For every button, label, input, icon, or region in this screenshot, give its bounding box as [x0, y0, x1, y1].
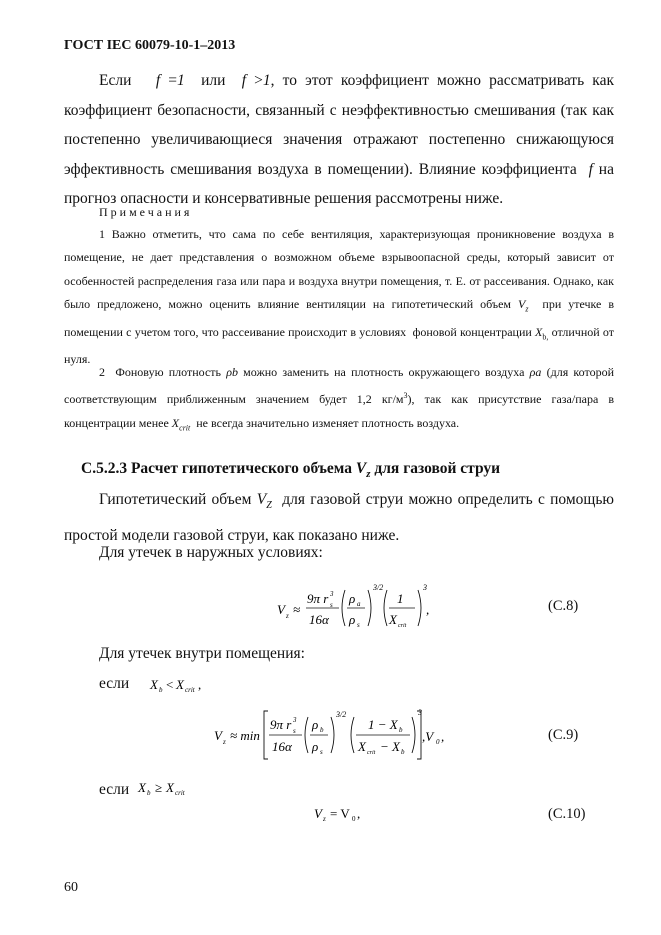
section-paragraph: Гипотетический объем $V_Z$ для газовой струи можно определить с помощью простой модели газовой струи, как показано ниже. — [64, 491, 614, 544]
page-number: 60 — [64, 880, 78, 895]
svg-text:0: 0 — [436, 738, 440, 746]
svg-text:crit: crit — [185, 686, 195, 694]
svg-text:,: , — [441, 729, 445, 744]
svg-text:ρ: ρ — [349, 612, 356, 627]
svg-text:− X: − X — [380, 739, 400, 754]
svg-text:3/2: 3/2 — [373, 583, 384, 592]
svg-text:,: , — [198, 677, 202, 692]
equation-c8-number: (С.8) — [548, 598, 579, 614]
equation-c10-number: (С.10) — [548, 806, 586, 822]
svg-text:X: X — [166, 780, 174, 795]
svg-text:X: X — [150, 677, 158, 692]
notes-label: Примечания — [99, 205, 193, 219]
svg-text:16α: 16α — [309, 612, 329, 627]
svg-text:s: s — [357, 621, 360, 629]
svg-text:z: z — [286, 612, 289, 620]
svg-text:crit: crit — [367, 750, 376, 756]
svg-text:≥: ≥ — [155, 780, 163, 795]
svg-text:0: 0 — [352, 815, 356, 823]
svg-text:s: s — [330, 601, 333, 609]
svg-text:crit: crit — [175, 789, 185, 797]
svg-text:3: 3 — [330, 590, 334, 598]
equation-c8 — [275, 580, 455, 638]
svg-text:crit: crit — [398, 623, 407, 629]
condition-1 — [148, 675, 228, 697]
svg-text:3: 3 — [293, 716, 297, 724]
svg-text:a: a — [357, 600, 361, 608]
svg-text:X: X — [176, 677, 184, 692]
section-title: С.5.2.3 Расчет гипотетического объема $V_z$ для газовой струи — [81, 460, 501, 481]
note-2: 2 Фоновую плотность ρb можно заменить на плотность окружающего воздуха ρa (для которой соответствующим приближенным значением будет 1,2 $кг/м^3$), так как присутствие газа/пара в концентрации менее $X_{crit}$ не всегда значительно изменяет плотность воздуха. — [64, 365, 615, 432]
svg-text:X: X — [389, 612, 397, 627]
svg-text:ρ: ρ — [312, 717, 319, 732]
svg-text:s: s — [293, 727, 296, 735]
equation-c10 — [312, 803, 372, 825]
if-word-2: если — [99, 781, 130, 798]
svg-text:b: b — [147, 789, 151, 797]
svg-text:,: , — [357, 806, 361, 821]
svg-text:≈ min: ≈ min — [230, 728, 260, 743]
svg-text:V: V — [314, 806, 322, 821]
svg-text:9π r: 9π r — [270, 717, 292, 732]
svg-text:ρ: ρ — [349, 591, 356, 606]
svg-text:V: V — [214, 728, 222, 743]
svg-text:<: < — [166, 677, 174, 692]
svg-text:b: b — [320, 726, 324, 734]
svg-text:1: 1 — [397, 591, 404, 606]
condition-2 — [136, 778, 216, 800]
equation-c9-number: (С.9) — [548, 727, 579, 743]
svg-text:b: b — [401, 748, 405, 756]
svg-text:z: z — [223, 738, 226, 746]
svg-text:,: , — [426, 602, 430, 617]
svg-text:ρ: ρ — [312, 739, 319, 754]
svg-text:b: b — [159, 686, 163, 694]
svg-text:3: 3 — [418, 708, 422, 717]
svg-text:X: X — [358, 739, 366, 754]
note-1: 1 Важно отметить, что сама по себе вентиляция, характеризующая проникновение воздуха в помещение, не дает представления о возможном объеме взрывоопасной среды, который зависит от особенностей распределения газа или пара и воздуха внутри помещения, т. Е. от рассеивания. Однако, как было предложено, можно оценить влияние вентиляции на гипотетический объем $V_z$ при утечке в помещении с учетом того, что рассеивание происходит в условиях фоновой концентрации $X_{b,}$ отличной от нуля. — [64, 227, 614, 367]
indoor-label: Для утечек внутри помещения: — [99, 645, 305, 662]
svg-text:3: 3 — [423, 583, 427, 592]
svg-text:= V: = V — [330, 806, 350, 821]
svg-text:≈: ≈ — [293, 602, 301, 617]
svg-text:1 − X: 1 − X — [368, 717, 398, 732]
svg-text:3/2: 3/2 — [336, 710, 347, 719]
svg-text:9π r: 9π r — [307, 591, 329, 606]
if-word-1: если — [99, 675, 130, 692]
outdoor-label: Для утечек в наружных условиях: — [99, 544, 323, 561]
equation-c9 — [212, 705, 452, 765]
document-header: ГОСТ IEC 60079-10-1–2013 — [64, 38, 236, 53]
svg-text:z: z — [323, 815, 326, 823]
svg-text:,V: ,V — [422, 729, 434, 744]
svg-text:16α: 16α — [272, 739, 292, 754]
svg-text:V: V — [277, 602, 285, 617]
svg-text:b: b — [399, 726, 403, 734]
svg-text:s: s — [320, 748, 323, 756]
intro-paragraph: Если f =1 или f >1, то этот коэффициент можно рассматривать как коэффициент безопасности, связанный с неэффективностью смешивания (так как постепенно увеличивающиеся значения отражают постепенно снижающуюся эффективность смешивания воздуха в помещении). Влияние коэффициента f на прогноз опасности и консервативные решения рассмотрены ниже. — [64, 72, 614, 207]
svg-text:X: X — [138, 780, 146, 795]
